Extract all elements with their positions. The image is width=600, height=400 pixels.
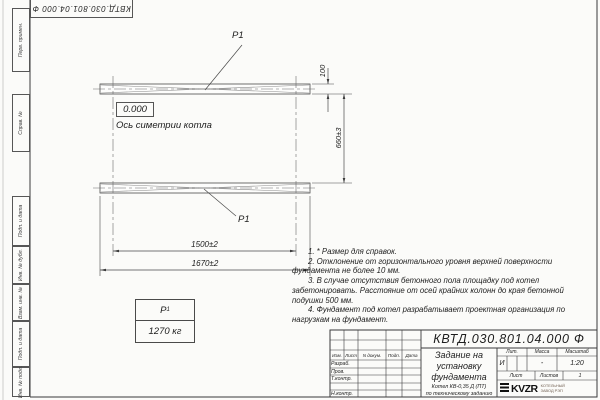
title-block-product bbox=[421, 384, 497, 397]
manufacturer-logo bbox=[497, 380, 597, 397]
col-header-izm: Изм. bbox=[332, 352, 342, 358]
logo-stripes-icon bbox=[500, 383, 509, 394]
note-2: 2. Отклонение от горизонтального уровня верхней поверхности фундамента не более 10 мм. bbox=[292, 256, 553, 276]
technical-notes bbox=[292, 247, 570, 325]
col-header-data: Дата bbox=[405, 352, 418, 358]
level-mark: 0.000 bbox=[116, 102, 154, 117]
sheet-label: Лист bbox=[509, 372, 523, 379]
dimension-between-bars: 660±3 bbox=[333, 127, 343, 149]
top-stamp-box bbox=[30, 0, 133, 18]
weight-value: 1270 кг bbox=[148, 326, 182, 337]
weight-symbol: Р bbox=[160, 304, 167, 316]
margin-box-sprav-n bbox=[12, 94, 30, 152]
weight-symbol-sub: 1 bbox=[166, 307, 170, 313]
note-4: 4. Фундамент под котел разрабатывает проектная организация по нагрузкам на фундамент. bbox=[292, 305, 566, 324]
row-label-nkontr: Н.контр. bbox=[331, 390, 353, 397]
row-label-tkontr: Т.контр. bbox=[331, 376, 352, 382]
margin-box-podp-data-2 bbox=[12, 321, 30, 367]
logo-text: KVZR bbox=[511, 382, 538, 395]
col-header-list: Лист bbox=[345, 352, 357, 358]
product-line: по техническому заданию bbox=[425, 390, 493, 397]
margin-label: Инв. № подл. bbox=[18, 365, 25, 399]
part-label-p1-bottom: P1 bbox=[238, 214, 250, 225]
title-block-doc-number: КВТД.030.801.04.000 Ф bbox=[433, 332, 585, 346]
margin-box-vzam-inv bbox=[12, 284, 30, 321]
dimension-outer-span: 1670±2 bbox=[191, 259, 219, 268]
row-label-prov: Пров. bbox=[331, 368, 345, 375]
margin-label: Взам. инв. № bbox=[18, 286, 24, 319]
row-label-blank bbox=[331, 383, 358, 390]
margin-label: Подп. и дата bbox=[18, 327, 25, 361]
logo-caption bbox=[541, 384, 565, 393]
scale-value: 1:20 bbox=[570, 360, 584, 367]
dimension-bar-height: 100 bbox=[317, 64, 327, 78]
axis-of-symmetry-label: Ось симетрии котла bbox=[116, 120, 212, 131]
part-label-p1-top: P1 bbox=[232, 30, 244, 41]
weight-symbol-row bbox=[136, 300, 194, 321]
title-block-title bbox=[421, 349, 497, 383]
title-line: фундамента bbox=[431, 371, 487, 382]
mass-value: - bbox=[540, 360, 544, 367]
mass-header: Масса bbox=[534, 349, 550, 355]
margin-box-perv-primen bbox=[12, 8, 30, 72]
note-3: 3. В случае отсутствия бетонного пола площадку под котел забетонировать. Расстояние от осей крайних колонн до края бетонной подушки 500 мм. bbox=[292, 276, 564, 305]
margin-label: Справ. № bbox=[18, 111, 24, 135]
title-line: Задание на bbox=[435, 349, 483, 360]
margin-box-podp-data-1 bbox=[12, 196, 30, 246]
margin-label: Перв. примен. bbox=[18, 22, 25, 58]
col-header-podp: Подп. bbox=[387, 352, 401, 358]
weight-value-row bbox=[136, 321, 194, 342]
scale-header: Масштаб bbox=[565, 349, 589, 355]
margin-box-inv-dubl bbox=[12, 246, 30, 284]
weight-table bbox=[135, 299, 195, 343]
lit-value: И bbox=[499, 360, 505, 367]
note-1: 1. * Размер для справок. bbox=[308, 247, 397, 256]
logo-caption-line: ЗАВОД РЭП bbox=[540, 387, 563, 393]
top-stamp-doc-number: КВТД.030.801.04.000 Ф bbox=[32, 3, 131, 13]
sheets-label: Листов bbox=[539, 372, 559, 379]
lit-header: Лит. bbox=[506, 349, 518, 355]
dimension-inner-span: 1500±2 bbox=[191, 240, 218, 249]
col-header-dokum: N докум. bbox=[362, 352, 382, 358]
margin-label: Подп. и дата bbox=[18, 204, 25, 238]
title-line: установку bbox=[436, 360, 482, 371]
margin-label: Инв. № дубл. bbox=[18, 249, 24, 281]
row-label-razrab: Разраб. bbox=[331, 361, 350, 367]
product-line: Котел КВ-0,35 Д (ПТ) bbox=[431, 384, 487, 391]
margin-box-inv-podl bbox=[12, 367, 30, 397]
logo-caption-line: КОТЕЛЬНЫЙ bbox=[540, 382, 565, 388]
sheets-value: 1 bbox=[578, 372, 582, 379]
